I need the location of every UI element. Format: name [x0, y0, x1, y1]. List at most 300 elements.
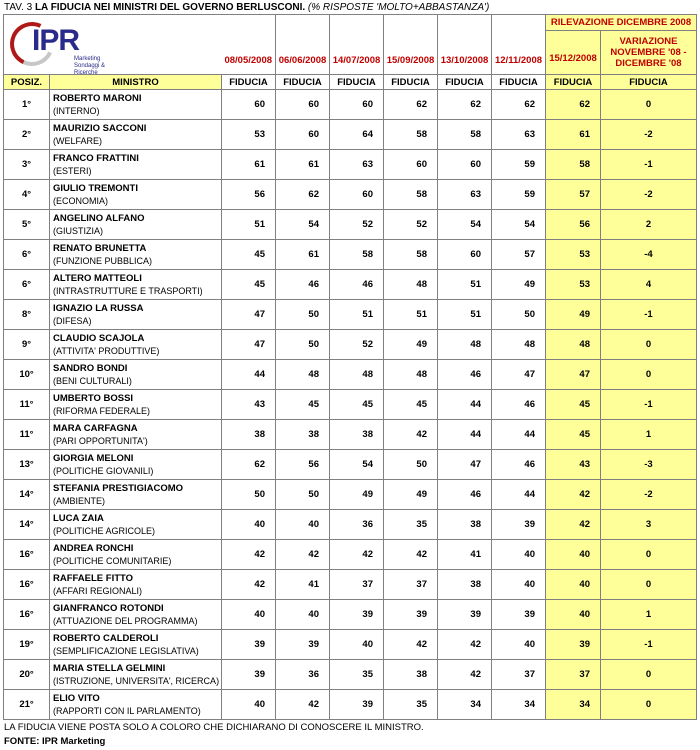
variazione-cell: 1 — [601, 420, 697, 450]
fiducia-value-cell: 41 — [276, 570, 330, 600]
variazione-cell: 0 — [601, 330, 697, 360]
logo-sub-2: Sondaggi & Ricerche — [74, 63, 106, 76]
col-fiducia-1: FIDUCIA — [222, 75, 276, 90]
fiducia-value-cell: 44 — [492, 420, 546, 450]
fiducia-value-cell: 60 — [222, 90, 276, 120]
minister-name: MAURIZIO SACCONI — [53, 122, 147, 134]
fiducia-value-cell: 58 — [438, 120, 492, 150]
table-row — [4, 600, 697, 630]
col-position: POSIZ. — [4, 75, 50, 90]
position-cell: 8° — [4, 300, 50, 330]
fiducia-value-cell: 39 — [438, 600, 492, 630]
position-cell: 6° — [4, 240, 50, 270]
fiducia-value-cell: 51 — [384, 300, 438, 330]
fiducia-value-cell: 56 — [222, 180, 276, 210]
col-ministro: MINISTRO — [50, 75, 222, 90]
date-header-6: 12/11/2008 — [492, 15, 546, 75]
fiducia-value-cell: 61 — [222, 150, 276, 180]
minister-department: (POLITICHE AGRICOLE) — [53, 525, 156, 536]
table-row — [4, 450, 697, 480]
minister-department: (GIUSTIZIA) — [53, 225, 103, 236]
col-fiducia-2: FIDUCIA — [276, 75, 330, 90]
fiducia-value-cell: 61 — [276, 150, 330, 180]
logo-subtitle — [74, 56, 118, 77]
minister-name: ELIO VITO — [53, 692, 100, 704]
variazione-line-1: VARIAZIONE — [619, 36, 678, 47]
col-variazione: FIDUCIA — [601, 75, 697, 90]
minister-name: LUCA ZAIA — [53, 512, 104, 524]
fiducia-latest-cell: 34 — [546, 690, 601, 720]
date-header-2: 06/06/2008 — [276, 15, 330, 75]
fiducia-value-cell: 40 — [276, 600, 330, 630]
fiducia-value-cell: 62 — [384, 90, 438, 120]
minister-cell — [50, 360, 222, 390]
minister-cell — [50, 450, 222, 480]
fiducia-value-cell: 51 — [330, 300, 384, 330]
variazione-cell: 4 — [601, 270, 697, 300]
fiducia-value-cell: 45 — [276, 390, 330, 420]
table-row — [4, 210, 697, 240]
minister-cell — [50, 150, 222, 180]
variazione-cell: -4 — [601, 240, 697, 270]
table-row — [4, 480, 697, 510]
position-cell: 11° — [4, 420, 50, 450]
fiducia-value-cell: 39 — [222, 660, 276, 690]
fiducia-value-cell: 35 — [330, 660, 384, 690]
minister-cell — [50, 270, 222, 300]
variazione-header — [601, 31, 697, 75]
table-row — [4, 420, 697, 450]
table-row — [4, 180, 697, 210]
minister-cell — [50, 120, 222, 150]
minister-name: ROBERTO CALDEROLI — [53, 632, 159, 644]
minister-department: (ECONOMIA) — [53, 195, 108, 206]
table-body — [4, 90, 697, 720]
fiducia-value-cell: 49 — [330, 480, 384, 510]
minister-cell — [50, 90, 222, 120]
fiducia-value-cell: 46 — [438, 360, 492, 390]
position-cell: 1° — [4, 90, 50, 120]
position-cell: 21° — [4, 690, 50, 720]
fiducia-value-cell: 51 — [222, 210, 276, 240]
fiducia-value-cell: 42 — [384, 540, 438, 570]
fiducia-value-cell: 47 — [492, 360, 546, 390]
fiducia-value-cell: 43 — [222, 390, 276, 420]
position-cell: 16° — [4, 600, 50, 630]
fiducia-value-cell: 60 — [384, 150, 438, 180]
minister-cell — [50, 540, 222, 570]
fiducia-value-cell: 52 — [384, 210, 438, 240]
fiducia-value-cell: 63 — [330, 150, 384, 180]
footer-note: LA FIDUCIA VIENE POSTA SOLO A COLORO CHE DICHIARANO DI CONOSCERE IL MINISTRO. — [4, 722, 424, 733]
minister-department: (ESTERI) — [53, 165, 92, 176]
col-fiducia-4: FIDUCIA — [384, 75, 438, 90]
minister-name: GIULIO TREMONTI — [53, 182, 138, 194]
fiducia-value-cell: 38 — [384, 660, 438, 690]
fiducia-value-cell: 38 — [276, 420, 330, 450]
fiducia-value-cell: 64 — [330, 120, 384, 150]
fiducia-value-cell: 54 — [492, 210, 546, 240]
fiducia-value-cell: 54 — [276, 210, 330, 240]
date-header-3: 14/07/2008 — [330, 15, 384, 75]
fiducia-value-cell: 50 — [276, 300, 330, 330]
position-cell: 3° — [4, 150, 50, 180]
fiducia-latest-cell: 40 — [546, 570, 601, 600]
fiducia-value-cell: 60 — [438, 150, 492, 180]
date-header-1: 08/05/2008 — [222, 15, 276, 75]
minister-name: ANGELINO ALFANO — [53, 212, 145, 224]
minister-department: (POLITICHE GIOVANILI) — [53, 465, 154, 476]
variazione-cell: -2 — [601, 120, 697, 150]
fiducia-latest-cell: 47 — [546, 360, 601, 390]
logo-sub-1: Marketing — [74, 56, 101, 62]
position-cell: 4° — [4, 180, 50, 210]
table-row — [4, 690, 697, 720]
fiducia-value-cell: 42 — [276, 540, 330, 570]
fiducia-value-cell: 47 — [438, 450, 492, 480]
minister-department: (INTERNO) — [53, 105, 100, 116]
minister-name: ANDREA RONCHI — [53, 542, 134, 554]
minister-cell — [50, 330, 222, 360]
fiducia-value-cell: 60 — [330, 180, 384, 210]
position-cell: 2° — [4, 120, 50, 150]
fiducia-value-cell: 38 — [438, 510, 492, 540]
position-cell: 16° — [4, 540, 50, 570]
fiducia-latest-cell: 61 — [546, 120, 601, 150]
minister-department: (SEMPLIFICAZIONE LEGISLATIVA) — [53, 645, 199, 656]
minister-department: (ISTRUZIONE, UNIVERSITA', RICERCA) — [53, 675, 220, 686]
position-cell: 13° — [4, 450, 50, 480]
fiducia-value-cell: 40 — [492, 540, 546, 570]
fiducia-value-cell: 52 — [330, 210, 384, 240]
fiducia-value-cell: 36 — [276, 660, 330, 690]
date-header-4: 15/09/2008 — [384, 15, 438, 75]
fiducia-value-cell: 61 — [276, 240, 330, 270]
table-row — [4, 360, 697, 390]
minister-department: (ATTIVITA' PRODUTTIVE) — [53, 345, 160, 356]
fiducia-value-cell: 42 — [438, 630, 492, 660]
fiducia-value-cell: 46 — [276, 270, 330, 300]
minister-department: (INTRASTRUTTURE E TRASPORTI) — [53, 285, 203, 296]
fiducia-value-cell: 40 — [492, 570, 546, 600]
fiducia-value-cell: 42 — [384, 630, 438, 660]
minister-cell — [50, 180, 222, 210]
fiducia-value-cell: 47 — [222, 330, 276, 360]
fiducia-latest-cell: 40 — [546, 600, 601, 630]
fiducia-value-cell: 40 — [492, 630, 546, 660]
minister-name: UMBERTO BOSSI — [53, 392, 134, 404]
position-cell: 19° — [4, 630, 50, 660]
fiducia-value-cell: 48 — [492, 330, 546, 360]
fiducia-latest-cell: 56 — [546, 210, 601, 240]
title-note: (% RISPOSTE 'MOLTO+ABBASTANZA') — [305, 2, 490, 13]
position-cell: 6° — [4, 270, 50, 300]
variazione-cell: 0 — [601, 690, 697, 720]
position-cell: 14° — [4, 480, 50, 510]
table-row — [4, 150, 697, 180]
minister-cell — [50, 390, 222, 420]
table-row — [4, 270, 697, 300]
logo-text: IPR — [32, 24, 80, 57]
fiducia-value-cell: 58 — [384, 240, 438, 270]
fiducia-value-cell: 46 — [438, 480, 492, 510]
fiducia-latest-cell: 53 — [546, 240, 601, 270]
fiducia-value-cell: 52 — [330, 330, 384, 360]
minister-cell — [50, 480, 222, 510]
fiducia-value-cell: 58 — [330, 240, 384, 270]
table-row — [4, 330, 697, 360]
fiducia-value-cell: 59 — [492, 150, 546, 180]
fiducia-value-cell: 39 — [330, 600, 384, 630]
title-main: LA FIDUCIA NEI MINISTRI DEL GOVERNO BERLUSCONI. — [34, 2, 306, 13]
fiducia-latest-cell: 45 — [546, 420, 601, 450]
fiducia-value-cell: 58 — [384, 180, 438, 210]
fiducia-value-cell: 49 — [492, 270, 546, 300]
fiducia-latest-cell: 58 — [546, 150, 601, 180]
fiducia-value-cell: 53 — [222, 120, 276, 150]
table-row — [4, 240, 697, 270]
fiducia-value-cell: 48 — [438, 330, 492, 360]
fiducia-value-cell: 57 — [492, 240, 546, 270]
fiducia-value-cell: 45 — [384, 390, 438, 420]
minister-cell — [50, 240, 222, 270]
fiducia-value-cell: 48 — [384, 270, 438, 300]
minister-name: STEFANIA PRESTIGIACOMO — [53, 482, 184, 494]
col-fiducia-5: FIDUCIA — [438, 75, 492, 90]
position-cell: 14° — [4, 510, 50, 540]
table-row — [4, 120, 697, 150]
fiducia-value-cell: 54 — [438, 210, 492, 240]
table-row — [4, 540, 697, 570]
variazione-cell: 0 — [601, 540, 697, 570]
fiducia-value-cell: 56 — [276, 450, 330, 480]
fiducia-value-cell: 39 — [492, 600, 546, 630]
minister-name: ROBERTO MARONI — [53, 92, 142, 104]
fiducia-value-cell: 62 — [222, 450, 276, 480]
fiducia-latest-cell: 42 — [546, 510, 601, 540]
fiducia-value-cell: 60 — [330, 90, 384, 120]
ipr-logo — [8, 18, 118, 76]
position-cell: 16° — [4, 570, 50, 600]
fiducia-latest-cell: 48 — [546, 330, 601, 360]
fiducia-value-cell: 44 — [438, 390, 492, 420]
rilevazione-header: RILEVAZIONE DICEMBRE 2008 — [546, 15, 697, 31]
fiducia-value-cell: 62 — [276, 180, 330, 210]
minister-name: ALTERO MATTEOLI — [53, 272, 142, 284]
position-cell: 5° — [4, 210, 50, 240]
fiducia-value-cell: 50 — [492, 300, 546, 330]
table-row — [4, 390, 697, 420]
minister-department: (AMBIENTE) — [53, 495, 106, 506]
minister-cell — [50, 600, 222, 630]
fiducia-value-cell: 45 — [222, 240, 276, 270]
minister-name: RENATO BRUNETTA — [53, 242, 147, 254]
fiducia-value-cell: 46 — [492, 450, 546, 480]
date-header-latest: 15/12/2008 — [546, 31, 601, 75]
title-prefix: TAV. 3 — [4, 2, 35, 13]
minister-name: SANDRO BONDI — [53, 362, 128, 374]
table-row — [4, 660, 697, 690]
variazione-cell: -1 — [601, 150, 697, 180]
minister-name: CLAUDIO SCAJOLA — [53, 332, 145, 344]
fiducia-value-cell: 37 — [384, 570, 438, 600]
col-fiducia-6: FIDUCIA — [492, 75, 546, 90]
fiducia-value-cell: 50 — [222, 480, 276, 510]
variazione-cell: 0 — [601, 90, 697, 120]
fiducia-latest-cell: 37 — [546, 660, 601, 690]
minister-department: (BENI CULTURALI) — [53, 375, 132, 386]
variazione-cell: -1 — [601, 630, 697, 660]
table-row — [4, 510, 697, 540]
fiducia-value-cell: 42 — [222, 540, 276, 570]
footer-source: FONTE: IPR Marketing — [4, 736, 106, 747]
position-cell: 11° — [4, 390, 50, 420]
minister-name: FRANCO FRATTINI — [53, 152, 139, 164]
fiducia-value-cell: 47 — [222, 300, 276, 330]
minister-cell — [50, 300, 222, 330]
fiducia-value-cell: 49 — [384, 330, 438, 360]
fiducia-value-cell: 59 — [492, 180, 546, 210]
minister-name: IGNAZIO LA RUSSA — [53, 302, 144, 314]
fiducia-value-cell: 60 — [276, 120, 330, 150]
fiducia-value-cell: 46 — [330, 270, 384, 300]
fiducia-value-cell: 39 — [384, 600, 438, 630]
logo-cell — [4, 15, 222, 75]
fiducia-value-cell: 40 — [330, 630, 384, 660]
col-fiducia-3: FIDUCIA — [330, 75, 384, 90]
fiducia-value-cell: 35 — [384, 510, 438, 540]
variazione-cell: 2 — [601, 210, 697, 240]
variazione-cell: 0 — [601, 660, 697, 690]
fiducia-value-cell: 48 — [384, 360, 438, 390]
fiducia-value-cell: 39 — [276, 630, 330, 660]
fiducia-value-cell: 50 — [276, 330, 330, 360]
fiducia-value-cell: 42 — [438, 660, 492, 690]
table-title — [4, 2, 489, 13]
fiducia-value-cell: 46 — [492, 390, 546, 420]
fiducia-value-cell: 38 — [330, 420, 384, 450]
variazione-line-2: NOVEMBRE '08 - — [610, 47, 687, 58]
fiducia-value-cell: 42 — [330, 540, 384, 570]
minister-cell — [50, 510, 222, 540]
fiducia-value-cell: 35 — [384, 690, 438, 720]
minister-department: (POLITICHE COMUNITARIE) — [53, 555, 172, 566]
fiducia-value-cell: 63 — [492, 120, 546, 150]
fiducia-latest-cell: 45 — [546, 390, 601, 420]
minister-name: GIANFRANCO ROTONDI — [53, 602, 164, 614]
position-cell: 10° — [4, 360, 50, 390]
ministers-trust-table — [3, 14, 697, 720]
fiducia-value-cell: 39 — [330, 690, 384, 720]
fiducia-latest-cell: 43 — [546, 450, 601, 480]
fiducia-value-cell: 38 — [222, 420, 276, 450]
fiducia-value-cell: 42 — [276, 690, 330, 720]
fiducia-value-cell: 54 — [330, 450, 384, 480]
table-row — [4, 300, 697, 330]
fiducia-value-cell: 48 — [330, 360, 384, 390]
fiducia-value-cell: 50 — [384, 450, 438, 480]
fiducia-latest-cell: 53 — [546, 270, 601, 300]
minister-department: (ATTUAZIONE DEL PROGRAMMA) — [53, 615, 198, 626]
fiducia-latest-cell: 57 — [546, 180, 601, 210]
fiducia-value-cell: 58 — [384, 120, 438, 150]
minister-department: (RAPPORTI CON IL PARLAMENTO) — [53, 705, 201, 716]
variazione-cell: 0 — [601, 570, 697, 600]
fiducia-value-cell: 62 — [438, 90, 492, 120]
fiducia-value-cell: 37 — [492, 660, 546, 690]
fiducia-latest-cell: 42 — [546, 480, 601, 510]
minister-cell — [50, 420, 222, 450]
fiducia-value-cell: 42 — [222, 570, 276, 600]
minister-cell — [50, 630, 222, 660]
fiducia-value-cell: 40 — [222, 690, 276, 720]
minister-name: GIORGIA MELONI — [53, 452, 134, 464]
fiducia-value-cell: 60 — [438, 240, 492, 270]
variazione-cell: -2 — [601, 180, 697, 210]
fiducia-value-cell: 62 — [492, 90, 546, 120]
minister-cell — [50, 570, 222, 600]
fiducia-value-cell: 44 — [438, 420, 492, 450]
col-fiducia-latest: FIDUCIA — [546, 75, 601, 90]
fiducia-value-cell: 63 — [438, 180, 492, 210]
fiducia-value-cell: 38 — [438, 570, 492, 600]
fiducia-latest-cell: 40 — [546, 540, 601, 570]
variazione-line-3: DICEMBRE '08 — [615, 58, 682, 69]
fiducia-value-cell: 40 — [276, 510, 330, 540]
table-row — [4, 570, 697, 600]
position-cell: 20° — [4, 660, 50, 690]
variazione-cell: -1 — [601, 300, 697, 330]
fiducia-latest-cell: 39 — [546, 630, 601, 660]
fiducia-latest-cell: 62 — [546, 90, 601, 120]
minister-department: (DIFESA) — [53, 315, 92, 326]
variazione-cell: -1 — [601, 390, 697, 420]
position-cell: 9° — [4, 330, 50, 360]
fiducia-value-cell: 41 — [438, 540, 492, 570]
table-row — [4, 90, 697, 120]
fiducia-value-cell: 51 — [438, 300, 492, 330]
fiducia-value-cell: 51 — [438, 270, 492, 300]
fiducia-value-cell: 39 — [222, 630, 276, 660]
minister-department: (AFFARI REGIONALI) — [53, 585, 143, 596]
minister-cell — [50, 690, 222, 720]
fiducia-value-cell: 36 — [330, 510, 384, 540]
minister-department: (RIFORMA FEDERALE) — [53, 405, 151, 416]
date-header-5: 13/10/2008 — [438, 15, 492, 75]
fiducia-value-cell: 45 — [330, 390, 384, 420]
fiducia-value-cell: 39 — [492, 510, 546, 540]
fiducia-value-cell: 50 — [276, 480, 330, 510]
variazione-cell: 0 — [601, 360, 697, 390]
minister-cell — [50, 660, 222, 690]
minister-name: MARA CARFAGNA — [53, 422, 138, 434]
variazione-cell: -3 — [601, 450, 697, 480]
fiducia-value-cell: 34 — [438, 690, 492, 720]
fiducia-value-cell: 60 — [276, 90, 330, 120]
minister-department: (PARI OPPORTUNITA') — [53, 435, 148, 446]
fiducia-value-cell: 44 — [222, 360, 276, 390]
fiducia-value-cell: 45 — [222, 270, 276, 300]
fiducia-value-cell: 44 — [492, 480, 546, 510]
fiducia-value-cell: 40 — [222, 510, 276, 540]
minister-department: (FUNZIONE PUBBLICA) — [53, 255, 153, 266]
fiducia-value-cell: 34 — [492, 690, 546, 720]
fiducia-value-cell: 49 — [384, 480, 438, 510]
fiducia-value-cell: 42 — [384, 420, 438, 450]
fiducia-latest-cell: 49 — [546, 300, 601, 330]
variazione-cell: 1 — [601, 600, 697, 630]
fiducia-value-cell: 48 — [276, 360, 330, 390]
